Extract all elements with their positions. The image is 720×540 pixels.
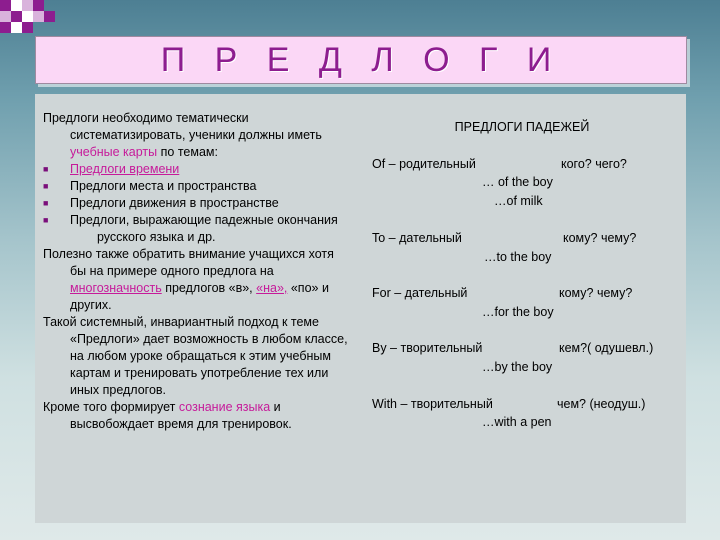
case-example: … of the boy — [482, 175, 553, 189]
bullet-link-time[interactable]: Предлоги времени — [70, 162, 180, 176]
page-title: П Р Е Д Л О Г И — [160, 40, 562, 79]
intro-text: Предлоги необходимо тематически систематизировать, ученики должны иметь — [43, 111, 322, 142]
intro-highlight: учебные карты — [70, 145, 158, 159]
case-example: …of milk — [494, 194, 543, 208]
para3-text: Такой системный, инвариантный подход к теме «Предлоги» дает возможность в любом классе, на любом уроке обращаться к этим учебным картам и тренировать употребление тех или иных предлогов. — [43, 315, 348, 397]
list-item — [43, 195, 348, 212]
case-example: …for the boy — [482, 305, 554, 319]
case-question: кому? чему? — [559, 286, 633, 300]
bullet-icon: ■ — [43, 198, 49, 208]
case-preposition: By – творительный — [372, 341, 483, 355]
case-question: кем?( одушевл.) — [559, 341, 654, 355]
bullet-icon: ■ — [43, 181, 49, 191]
paragraph-conclusion — [43, 399, 348, 433]
bullet-icon: ■ — [43, 164, 49, 174]
para4-mid: и — [273, 400, 281, 414]
list-item — [43, 161, 348, 178]
para2-end: «по» и других. — [70, 281, 329, 312]
left-column — [43, 110, 348, 433]
intro-paragraph — [43, 110, 348, 161]
para4-end: высвобождает время для тренировок. — [70, 417, 292, 431]
paragraph-polysemy — [43, 246, 348, 314]
case-preposition: With – творительный — [372, 397, 493, 411]
case-example: …by the boy — [482, 360, 553, 374]
para4-start: Кроме того формирует — [43, 400, 176, 414]
case-example: …to the boy — [484, 250, 552, 264]
para4-highlight: сознание языка — [178, 400, 271, 414]
bullet-icon: ■ — [43, 215, 49, 225]
case-question: чем? (неодуш.) — [557, 397, 646, 411]
na-link[interactable]: «на», — [256, 281, 288, 295]
list-item — [43, 178, 348, 195]
case-preposition: For – дательный — [372, 286, 468, 300]
case-question: кому? чему? — [563, 231, 637, 245]
para2-mid: предлогов «в», — [165, 281, 253, 295]
cases-heading: ПРЕДЛОГИ ПАДЕЖЕЙ — [454, 120, 590, 134]
paragraph-system — [43, 314, 348, 399]
list-item — [43, 212, 348, 246]
bullet-text: Предлоги, выражающие падежные окончания русского языка и др. — [70, 213, 338, 244]
bullet-text: Предлоги места и пространства — [70, 179, 257, 193]
intro-end: по темам: — [160, 145, 218, 159]
bullet-text: Предлоги движения в пространстве — [70, 196, 279, 210]
title-banner — [35, 36, 687, 84]
case-preposition: To – дательный — [372, 231, 462, 245]
case-preposition: Of – родительный — [372, 157, 476, 171]
para2-start: Полезно также обратить внимание учащихся хотя бы на примере одного предлога на — [43, 247, 334, 278]
case-example: …with a pen — [482, 415, 552, 429]
polysemy-link[interactable]: многозначность — [70, 281, 162, 295]
case-question: кого? чего? — [561, 157, 627, 171]
content-panel — [35, 94, 686, 523]
